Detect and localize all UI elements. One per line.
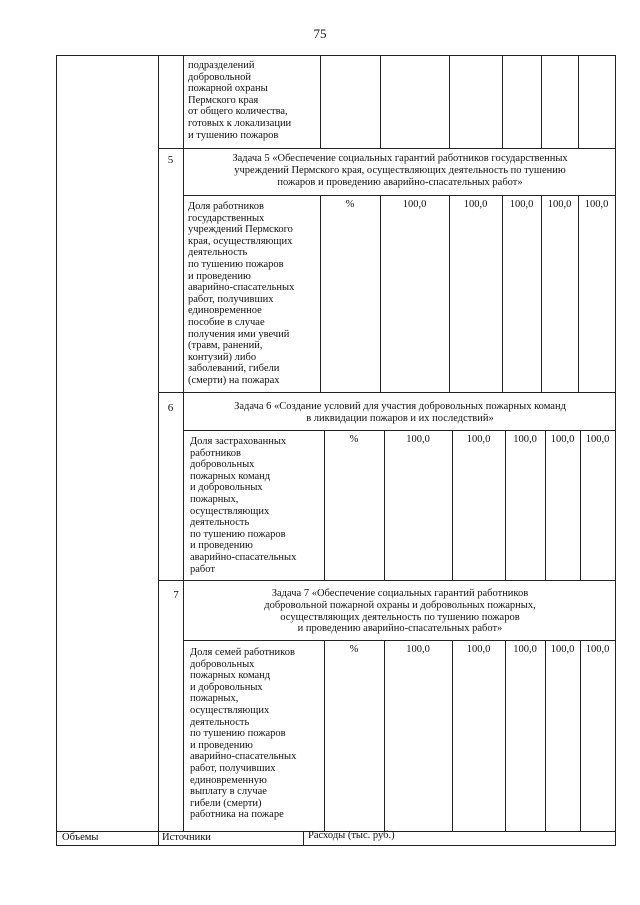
task-6-number: 6 <box>167 402 174 414</box>
grid-line <box>303 831 304 845</box>
grid-line <box>452 430 453 580</box>
task-5-value: 100,0 <box>584 199 609 210</box>
page-number: 75 <box>313 26 327 41</box>
task-5-value: 100,0 <box>509 199 534 210</box>
task-7-unit: % <box>349 644 359 655</box>
task-6-unit: % <box>349 434 359 445</box>
grid-line <box>380 55 381 148</box>
task-5-number: 5 <box>167 154 174 166</box>
continuation-indicator-text: подразделений добровольной пожарной охраны Пермского края от общего количества, готовых к локализации и тушению пожаров <box>188 60 292 141</box>
task-5-value: 100,0 <box>402 199 427 210</box>
grid-line <box>502 195 503 392</box>
grid-line <box>56 55 616 56</box>
task-5-unit: % <box>345 199 355 210</box>
task-7-value: 100,0 <box>513 644 537 655</box>
grid-line <box>452 640 453 831</box>
task-7-number: 7 <box>173 589 179 601</box>
grid-line <box>158 55 159 845</box>
grid-line <box>183 430 615 431</box>
grid-line <box>505 430 506 580</box>
footer-volumes-label: Объемы <box>62 832 99 843</box>
task-6-value: 100,0 <box>406 434 430 445</box>
grid-line <box>324 430 325 580</box>
task-7-title: Задача 7 «Обеспечение социальных гарантий работников добровольной пожарной охраны и добровольных пожарных, осуществляющих деятельность по тушению пожаров и проведению аварийно-спасательных работ» <box>264 588 536 635</box>
grid-line <box>183 640 615 641</box>
grid-line <box>324 640 325 831</box>
grid-line <box>320 195 321 392</box>
task-7-value: 100,0 <box>466 644 491 655</box>
task-7-value: 100,0 <box>585 644 610 655</box>
grid-line <box>505 640 506 831</box>
grid-line <box>541 55 542 148</box>
grid-line <box>183 195 615 196</box>
grid-line <box>320 55 321 148</box>
grid-line <box>580 640 581 831</box>
grid-line <box>578 195 579 392</box>
grid-line <box>158 148 615 149</box>
grid-line <box>183 55 184 831</box>
task-5-value: 100,0 <box>547 199 572 210</box>
footer-expenses-label: Расходы (тыс. руб.) <box>308 830 395 841</box>
task-7-value: 100,0 <box>550 644 575 655</box>
grid-line <box>384 430 385 580</box>
grid-line <box>449 55 450 148</box>
task-7-indicator: Доля семей работников добровольных пожарных команд и добровольных пожарных, осуществляющих деятельность по тушению пожаров и проведению аварийно-спасательных работ, получивших единовременную выплату в случае гибели (смерти) работника на пожаре <box>190 647 297 821</box>
grid-line <box>615 55 616 845</box>
grid-line <box>380 195 381 392</box>
task-6-title: Задача 6 «Создание условий для участия добровольных пожарных команд в ликвидации пожаров и их последствий» <box>234 401 566 424</box>
task-7-value: 100,0 <box>406 644 430 655</box>
task-6-value: 100,0 <box>466 434 491 445</box>
task-6-indicator: Доля застрахованных работников добровольных пожарных команд и добровольных пожарных, осуществляющих деятельность по тушению пожаров и проведению аварийно-спасательных работ <box>190 436 297 575</box>
grid-line <box>56 845 616 846</box>
task-6-value: 100,0 <box>513 434 537 445</box>
grid-line <box>158 580 615 581</box>
grid-line <box>541 195 542 392</box>
task-6-value: 100,0 <box>585 434 610 445</box>
task-5-title: Задача 5 «Обеспечение социальных гарантий работников государственных учреждений Пермского края, осуществляющих деятельность по тушению пожаров и проведению аварийно-спасательных работ» <box>232 153 568 188</box>
grid-line <box>502 55 503 148</box>
grid-line <box>56 55 57 845</box>
grid-line <box>384 640 385 831</box>
footer-sources-label: Источники <box>162 832 211 843</box>
grid-line <box>580 430 581 580</box>
task-5-indicator: Доля работников государственных учреждений Пермского края, осуществляющих деятельность по тушению пожаров и проведению аварийно-спасательных работ, получивших единовременное пособие в случае получения ими увечий (травм, ранений, контузий) либо заболеваний, гибели (смерти) на пожарах <box>188 201 295 386</box>
grid-line <box>545 430 546 580</box>
grid-line <box>158 392 615 393</box>
grid-line <box>545 640 546 831</box>
task-6-value: 100,0 <box>550 434 575 445</box>
grid-line <box>449 195 450 392</box>
grid-line <box>578 55 579 148</box>
task-5-value: 100,0 <box>463 199 488 210</box>
